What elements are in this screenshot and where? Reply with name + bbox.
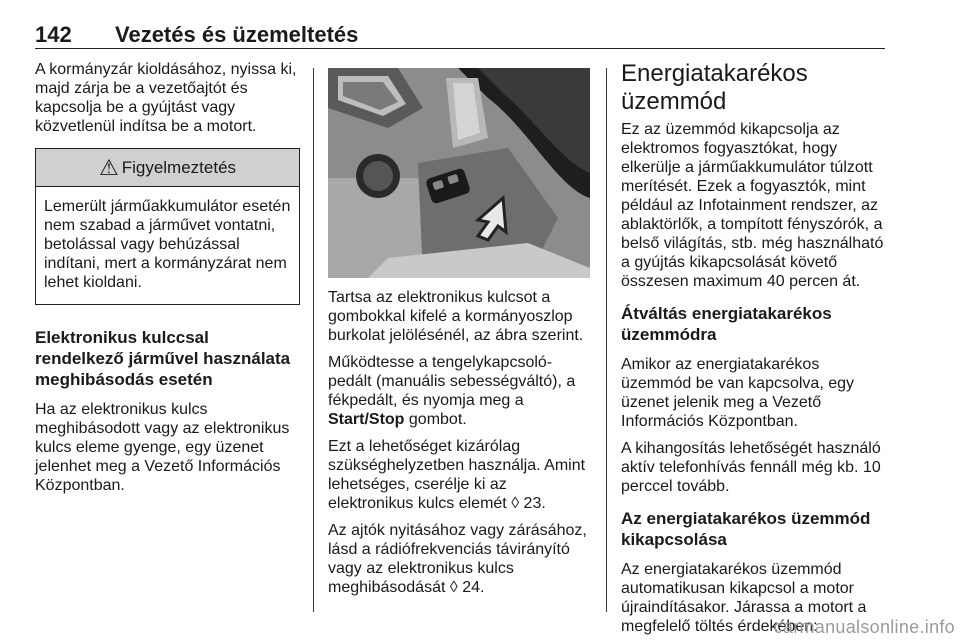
steering-column-figure [328, 68, 590, 278]
emergency-text: Ezt a lehetőséget kizárólag szükséghelyzetben használja. Amint lehetséges, cserélje ki az elektronikus kulcs elemét [328, 438, 586, 512]
warning-header [36, 149, 299, 187]
start-stop-label: Start/Stop [328, 411, 405, 428]
doors-paragraph [328, 521, 590, 597]
phone-call-paragraph: A kihangosítás lehetőségét használó aktív telefonhívás fennáll még kb. 10 perccel tovább. [621, 440, 881, 495]
remote-failure-page-reference[interactable]: ◊ 24. [449, 579, 485, 596]
disable-paragraph: Az energiatakarékos üzemmód automatikusan kikapcsol a motor újraindításakor. Járassa a motort a megfelelő töltés érdekében: [621, 561, 867, 635]
column-right [621, 60, 891, 644]
column-left [35, 60, 300, 503]
doors-text: Az ajtók nyitásához vagy zárásához, lásd a rádiófrekvenciás távirányító vagy az elektronikus kulcs meghibásodását [328, 522, 587, 596]
battery-page-reference[interactable]: ◊ 23. [511, 495, 546, 512]
warning-title: Figyelmeztetés [121, 158, 237, 177]
column-divider-right [606, 68, 607, 612]
energy-saving-paragraph: Ez az üzemmód kikapcsolja az elektromos fogyasztókat, hogy elkerülje a járműakkumulátor túlzott merítését. Ezek a fogyasztók, mint például az Infotainment rendszer, az ablaktörlők, a tompított fényszórók, a belső világítás, stb. még használható a gyújtás kikapcsolását követő összesen maximum 40 percen át. [621, 121, 884, 290]
section-heading-electronic-key: Elektronikus kulccsal rendelkező járművel használata meghibásodás esetén [35, 328, 291, 389]
emergency-paragraph [328, 437, 590, 513]
chapter-title: Vezetés és üzemeltetés [115, 22, 359, 47]
start-stop-text-end: gombot. [404, 411, 467, 428]
warning-triangle-icon: ⚠ [98, 155, 119, 180]
warning-box [35, 148, 300, 305]
page-header [35, 20, 885, 49]
column-divider-left [313, 68, 314, 612]
switch-message-paragraph: Amikor az energiatakarékos üzemmód be van kapcsolva, egy üzenet jelenik meg a Vezető Információs Központban. [621, 356, 855, 430]
section-title-energy-saving: Energiatakarékos üzemmód [621, 60, 808, 115]
heading-disable-energy-saving: Az energiatakarékos üzemmód kikapcsolása [621, 509, 871, 549]
start-stop-paragraph [328, 353, 590, 429]
warning-body: Lemerült járműakkumulátor esetén nem szabad a járművet vontatni, betolással vagy behúzással indítani, mert a kormányzárat nem lehet kioldani. [44, 198, 291, 291]
key-position-paragraph: Tartsa az elektronikus kulcsot a gombokkal kifelé a kormányoszlop burkolat jelölésénél, az ábra szerint. [328, 289, 584, 344]
start-stop-text: Működtesse a tengelykapcsoló-pedált (manuális sebességváltó), a fékpedált, és nyomja meg a [328, 354, 576, 409]
intro-paragraph: A kormányzár kioldásához, nyissa ki, majd zárja be a vezetőajtót és kapcsolja be a gyújtást vagy közvetlenül indítsa be a motort. [35, 61, 297, 135]
watermark: carmanualsonline.info [773, 617, 955, 637]
page-number: 142 [35, 22, 72, 47]
electronic-key-paragraph: Ha az elektronikus kulcs meghibásodott vagy az elektronikus kulcs eleme gyenge, egy üzenet jelenhet meg a Vezető Információs Központban. [35, 401, 290, 494]
column-middle [328, 288, 590, 605]
heading-switch-to-energy-saving: Átváltás energiatakarékos üzemmódra [621, 304, 832, 344]
